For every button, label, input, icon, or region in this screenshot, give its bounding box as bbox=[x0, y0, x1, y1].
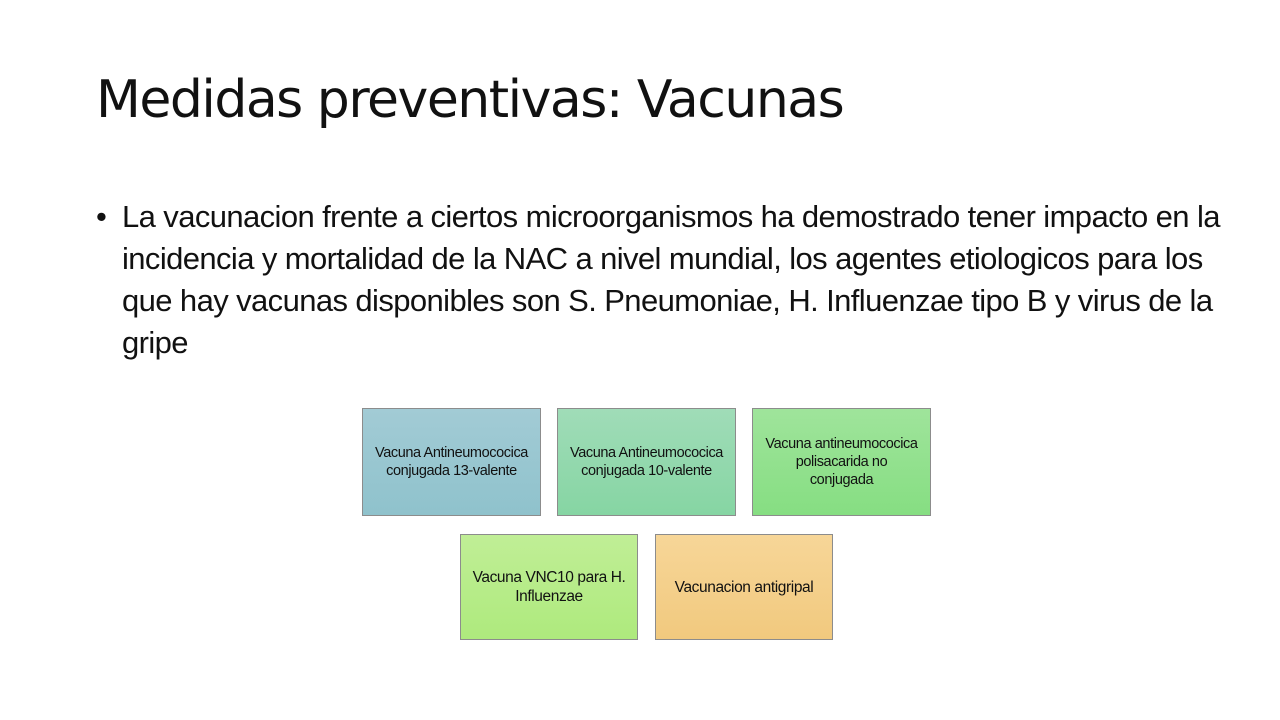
bullet-paragraph bbox=[96, 196, 1232, 364]
vaccine-box-label: Vacunacion antigripal bbox=[674, 578, 814, 596]
bullet-text: La vacunacion frente a ciertos microorganismos ha demostrado tener impacto en la incidencia y mortalidad de la NAC a nivel mundial, los agentes etiologicos para los que hay vacunas disponibles son S. Pneumoniae, H. Influenzae tipo B y virus de la gripe bbox=[122, 199, 1220, 360]
vaccine-box-label: Vacuna antineumococica polisacarida no conjugada bbox=[765, 436, 918, 488]
vaccine-box-label: Vacuna VNC10 para H. Influenzae bbox=[472, 569, 626, 605]
vaccine-box-polysaccharide bbox=[752, 408, 931, 516]
vaccine-box-influenza bbox=[655, 534, 833, 640]
vaccine-box-pcv13 bbox=[362, 408, 541, 516]
vaccine-box-hib bbox=[460, 534, 638, 640]
vaccine-box-label: Vacuna Antineumococica conjugada 13-valente bbox=[375, 445, 528, 479]
bullet-marker: • bbox=[96, 199, 107, 234]
vaccine-box-pcv10 bbox=[557, 408, 736, 516]
slide-title: Medidas preventivas: Vacunas bbox=[96, 70, 844, 130]
vaccine-box-label: Vacuna Antineumococica conjugada 10-valente bbox=[570, 445, 723, 479]
